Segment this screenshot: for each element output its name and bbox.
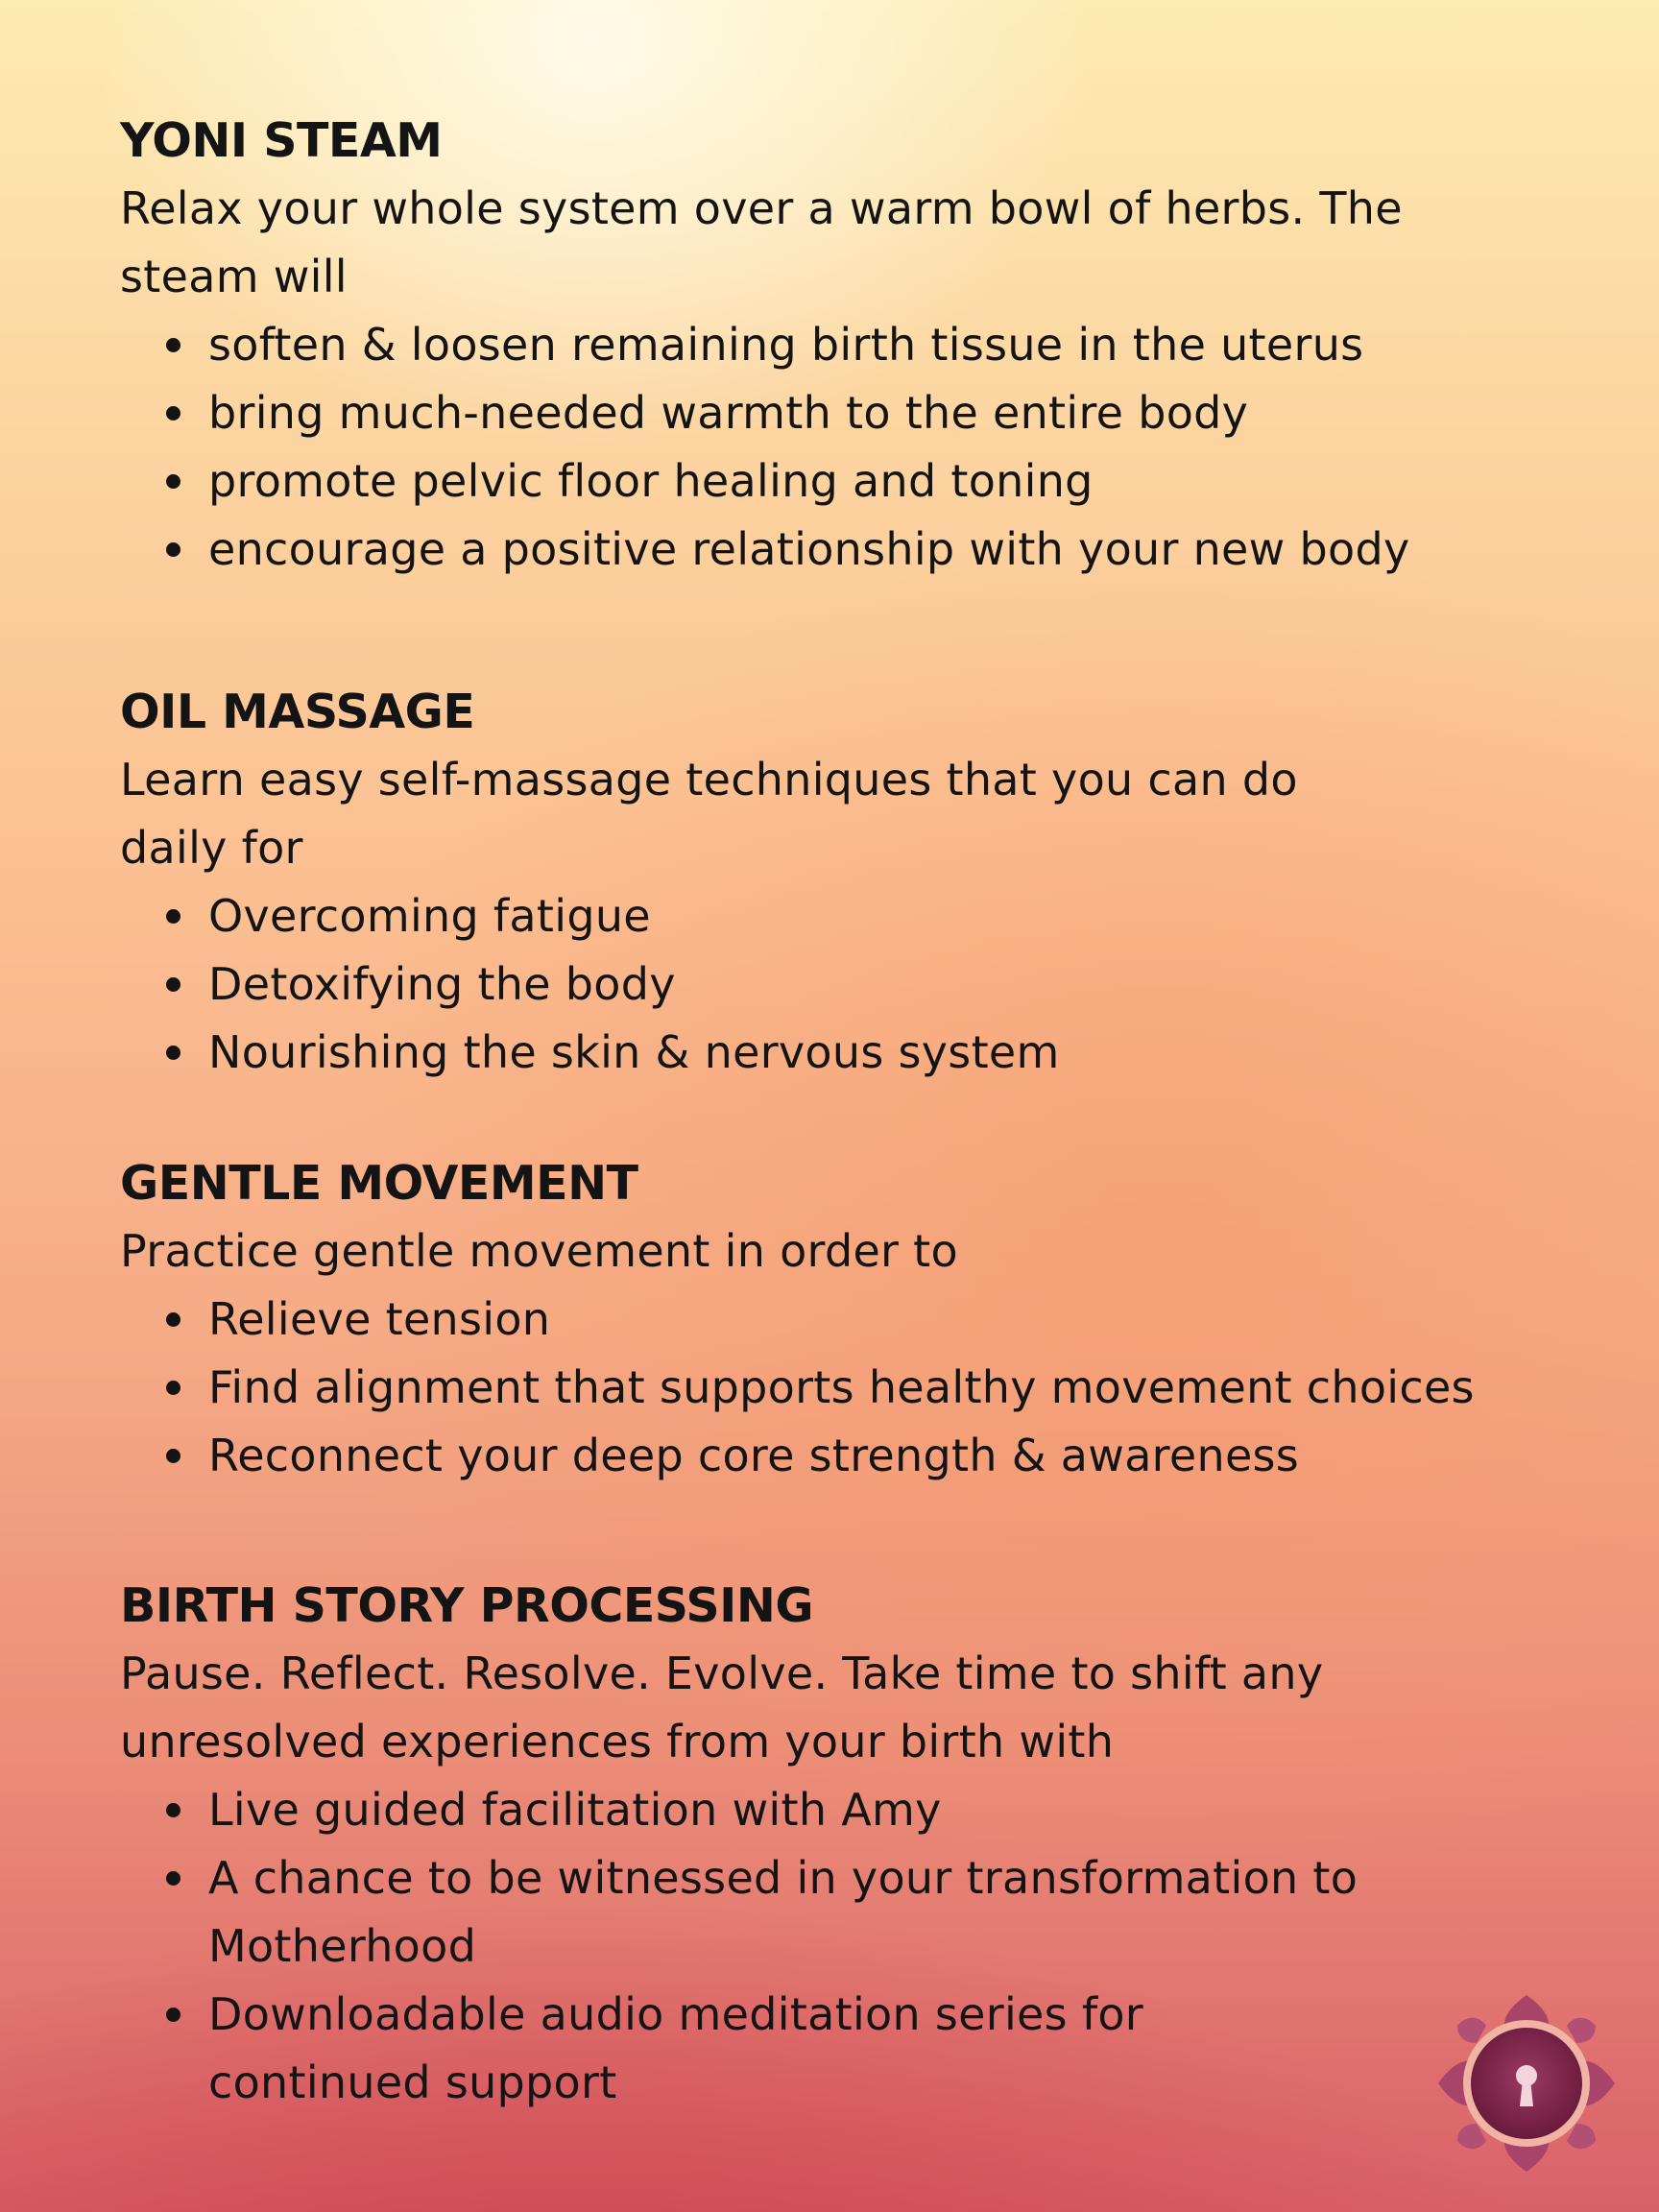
section-heading: YONI STEAM [120,113,443,168]
list-item-text: A chance to be witnessed in your transformation to Motherhood [208,1852,1358,1972]
bullet-icon [166,542,180,557]
list-item-text: encourage a positive relationship with your new body [208,523,1410,575]
bullet-list [120,1776,1483,2117]
section-heading: BIRTH STORY PROCESSING [120,1578,814,1633]
list-item [120,1981,1284,2117]
bullet-icon [166,1312,180,1327]
section-intro: Practice gentle movement in order to [120,1225,958,1277]
list-item [120,516,1541,584]
section-heading: OIL MASSAGE [120,685,475,739]
bullet-list [120,311,1541,584]
bullet-icon [166,1381,180,1395]
section-birth-story-processing [120,1573,1541,2117]
list-item-text: Relieve tension [208,1293,551,1345]
bullet-icon [166,1449,180,1463]
section-heading: GENTLE MOVEMENT [120,1156,638,1211]
bullet-icon [166,1803,180,1817]
bullet-icon [166,2008,180,2022]
list-item [120,882,1541,950]
list-item-text: soften & loosen remaining birth tissue in the uterus [208,319,1364,371]
list-item-text: promote pelvic floor healing and toning [208,455,1094,507]
section-yoni-steam [120,108,1541,584]
bullet-icon [166,406,180,421]
list-item-text: Nourishing the skin & nervous system [208,1026,1060,1078]
list-item-text: Detoxifying the body [208,958,676,1010]
list-item [120,311,1541,379]
section-gentle-movement [120,1150,1541,1490]
section-intro: Relax your whole system over a warm bowl of herbs. The steam will [120,182,1403,302]
list-item-text: Find alignment that supports healthy movement choices [208,1361,1475,1413]
list-item [120,1286,1541,1354]
bullet-list [120,1286,1541,1490]
list-item [120,1019,1541,1087]
bullet-icon [166,1046,180,1060]
list-item [120,1776,1483,1844]
list-item [120,379,1541,447]
bullet-list [120,882,1541,1087]
list-item [120,950,1541,1019]
lotus-keyhole-icon [1431,1987,1623,2179]
list-item-text: bring much-needed warmth to the entire body [208,387,1249,439]
section-intro: Learn easy self-massage techniques that you can do daily for [120,754,1298,874]
list-item [120,1844,1437,1981]
list-item [120,1354,1541,1422]
bullet-icon [166,1871,180,1886]
logo-graphic [1431,1987,1623,2179]
list-item [120,1422,1541,1490]
list-item-text: Reconnect your deep core strength & awareness [208,1430,1300,1481]
list-item-text: Downloadable audio meditation series for continued support [208,1988,1143,2108]
bullet-icon [166,474,180,489]
section-intro: Pause. Reflect. Resolve. Evolve. Take time to shift any unresolved experiences from your birth with [120,1647,1324,1767]
list-item [120,447,1541,516]
bullet-icon [166,338,180,352]
list-item-text: Overcoming fatigue [208,890,651,942]
bullet-icon [166,909,180,924]
list-item-text: Live guided facilitation with Amy [208,1784,942,1836]
bullet-icon [166,977,180,992]
section-oil-massage [120,679,1541,1087]
